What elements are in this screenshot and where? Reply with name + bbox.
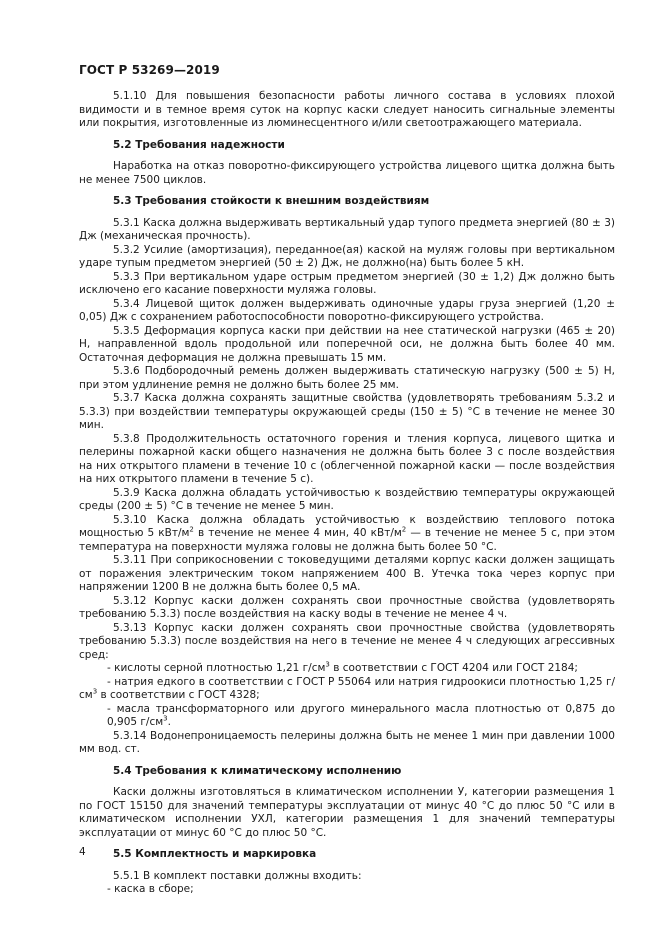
section-heading-5-5: 5.5 Комплектность и маркировка <box>113 848 317 860</box>
document-header: ГОСТ Р 53269—2019 <box>79 63 220 77</box>
page-number: 4 <box>79 846 86 858</box>
list-item-helmet-assembly: - каска в сборе; <box>107 883 194 895</box>
clause-5-3-5: 5.3.5 Деформация корпуса каски при действии на нее статической нагрузки (465 ± 20) Н, направленной вдоль продольной или поперечной оси, не должна быть более 40 мм. Остаточная деформация не должна превышать 15 мм. <box>79 324 615 364</box>
clause-5-3-2: 5.3.2 Усилие (амортизация), переданное(ая) каской на муляж головы при вертикальном ударе тупым предметом энергией (50 ± 2) Дж, не должно(на) быть более 5 кН. <box>79 243 615 269</box>
section-heading-5-4: 5.4 Требования к климатическому исполнению <box>113 764 402 777</box>
section-heading-5-3: 5.3 Требования стойкости к внешним воздействиям <box>113 195 430 207</box>
document-body <box>79 90 615 897</box>
clause-5-3-3: 5.3.3 При вертикальном ударе острым предметом энергией (30 ± 1,2) Дж должно быть исключено его касание поверхности муляжа головы. <box>79 270 615 296</box>
clause-5-1-10: 5.1.10 Для повышения безопасности работы личного состава в условиях плохой видимости и в темное время суток на корпус каски следует наносить сигнальные элементы или покрытия, изготовленные из люминесцентного и/или светоотражающего материала. <box>79 90 615 129</box>
list-item-transformer-oil: - масла трансформаторного или другого минерального масла плотностью от 0,875 до 0,905 $г/см^3$. <box>107 702 615 728</box>
clause-5-3-7: 5.3.7 Каска должна сохранять защитные свойства (удовлетворять требованиям 5.3.2 и 5.3.3) при воздействии температуры окружающей среды (150 ± 5) °С в течение не менее 30 мин. <box>79 392 615 431</box>
clause-5-3-10: 5.3.10 Каска должна обладать устойчивостью к воздействию теплового потока мощностью 5 кВт/$м^2$ в течение не менее 4 мин, 40 кВт/$м^2$ — в течение не менее 5 с, при этом температура на поверхности муляжа головы не должна быть более 50 °С. <box>79 513 615 553</box>
clause-5-3-12: 5.3.12 Корпус каски должен сохранять свои прочностные свойства (удовлетворять требованию 5.3.3) после воздействия на каску воды в течение не менее 4 ч. <box>79 594 615 620</box>
clause-5-3-8: 5.3.8 Продолжительность остаточного горения и тления корпуса, лицевого щитка и пелерины пожарной каски общего назначения не должна быть более 3 с после воздействия на них открытого пламени в течение 10 с (облегченной пожарной каски — после воздействия на них открытого пламени в течение 5 с). <box>79 432 615 485</box>
clause-5-3-6: 5.3.6 Подбородочный ремень должен выдерживать статическую нагрузку (500 ± 5) Н, при этом удлинение ремня не должно быть более 25 мм. <box>79 365 615 391</box>
clause-5-3-4: 5.3.4 Лицевой щиток должен выдерживать одиночные удары груза энергией (1,20 ± 0,05) Дж с сохранением работоспособности поворотно-фиксирующего устройства. <box>79 297 615 323</box>
list-item-caustic-soda: - натрия едкого в соответствии с ГОСТ Р 55064 или натрия гидроокиси плотностью 1,25 $г/см^3$ в соответствии с ГОСТ 4328; <box>79 675 615 701</box>
clause-5-3-1: 5.3.1 Каска должна выдерживать вертикальный удар тупого предмета энергией (80 ± 3) Дж (механическая прочность). <box>79 216 615 242</box>
clause-5-5-1: 5.5.1 В комплект поставки должны входить: <box>113 869 362 882</box>
clause-5-3-14: 5.3.14 Водонепроницаемость пелерины должна быть не менее 1 мин при давлении 1000 мм вод. ст. <box>79 729 615 755</box>
clause-5-3-13: 5.3.13 Корпус каски должен сохранять свои прочностные свойства (удовлетворять требованию 5.3.3) после воздействия на него в течение не менее 4 ч следующих агрессивных сред: <box>79 621 615 661</box>
clause-5-3-11: 5.3.11 При соприкосновении с токоведущими деталями корпус каски должен защищать от поражения электрическим током напряжением 400 В. Утечка тока через корпус при напряжении 1200 В не должна быть более 0,5 мА. <box>79 554 615 593</box>
section-heading-5-2: 5.2 Требования надежности <box>113 138 285 151</box>
section-5-2-text: Наработка на отказ поворотно-фиксирующего устройства лицевого щитка должна быть не менее 7500 циклов. <box>79 160 615 186</box>
list-item-sulfuric-acid: - кислоты серной плотностью 1,21 $г/см^3$ в соответствии с ГОСТ 4204 или ГОСТ 2184; <box>107 660 578 674</box>
section-5-4-text: Каски должны изготовляться в климатическом исполнении У, категории размещения 1 по ГОСТ 15150 для значений температуры эксплуатации от минус 40 °С до плюс 50 °С или в климатическом исполнении УХЛ, категории размещения 1 для значений температуры эксплуатации от минус 60 °С до плюс 50 °С. <box>79 786 615 839</box>
clause-5-3-9: 5.3.9 Каска должна обладать устойчивостью к воздействию температуры окружающей среды (200 ± 5) °С в течение не менее 5 мин. <box>79 486 615 512</box>
